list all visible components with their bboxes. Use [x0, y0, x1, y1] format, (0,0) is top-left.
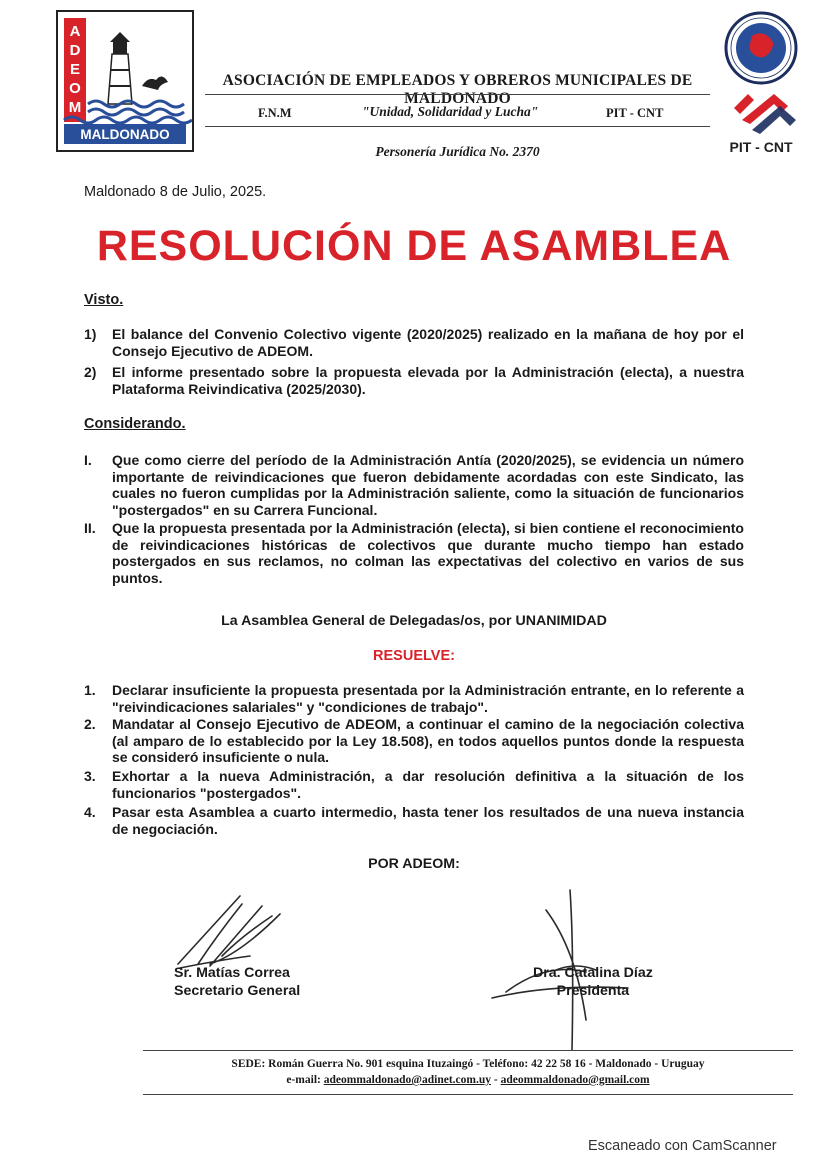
resuelve-heading: RESUELVE:	[373, 648, 455, 664]
header-divider-2	[205, 126, 710, 127]
camscanner-watermark: Escaneado con CamScanner	[588, 1138, 777, 1154]
svg-text:D: D	[69, 42, 81, 59]
item-text: El informe presentado sobre la propuesta elevada por la Administración (electa), a nuestra Plataforma Reivindicativa (2025/2030).	[112, 364, 744, 397]
item-text: Mandatar al Consejo Ejecutivo de ADEOM, a continuar el camino de la negociación colectiva (al amparo de lo establecido por la Ley 18.508), en todos aquellos puntos donde la respuesta se consideró insuficiente o nula.	[112, 716, 744, 765]
item-text: Que la propuesta presentada por la Administración (electa), si bien contiene el reconocimiento de reivindicaciones históricas de colectivos que durante mucho tiempo han estado postergados en sus reclamos, no colman las expectativas del colectivo en varios de sus puntos.	[112, 520, 744, 586]
considerando-heading: Considerando.	[84, 416, 186, 432]
footer-email	[143, 1074, 793, 1086]
svg-text:O: O	[69, 80, 81, 97]
svg-text:MALDONADO: MALDONADO	[80, 127, 170, 142]
signatory-role: Presidenta	[556, 983, 630, 999]
adeom-logo	[56, 10, 194, 152]
federation-pit-cnt-logo	[712, 10, 810, 160]
personeria-juridica: Personería Jurídica No. 2370	[375, 144, 540, 159]
footer-divider-2	[143, 1094, 793, 1095]
email-separator: -	[490, 1074, 501, 1086]
signatory-right	[533, 964, 653, 1000]
item-number: 2)	[84, 364, 97, 380]
visto-heading: Visto.	[84, 292, 124, 308]
header-divider	[205, 94, 710, 95]
resuelve-item	[84, 682, 744, 715]
document-title: RESOLUCIÓN DE ASAMBLEA	[96, 222, 732, 270]
item-number: 3.	[84, 768, 96, 784]
considerando-item	[84, 520, 744, 586]
organization-name: ASOCIACIÓN DE EMPLEADOS Y OBREROS MUNICIPALES DE MALDONADO	[222, 72, 693, 107]
footer-address: SEDE: Román Guerra No. 901 esquina Ituzaingó - Teléfono: 42 22 58 16 - Maldonado - Uruguay	[231, 1058, 705, 1070]
item-text: Declarar insuficiente la propuesta presentada por la Administración entrante, en lo referente a "reivindicaciones salariales" y "condiciones de trabajo".	[112, 682, 744, 715]
resuelve-item	[84, 716, 744, 766]
svg-text:E: E	[69, 61, 81, 78]
resuelve-item	[84, 768, 744, 801]
item-number: 1)	[84, 326, 97, 342]
visto-item	[84, 364, 744, 397]
email-link-gmail[interactable]: adeommaldonado@gmail.com	[500, 1074, 650, 1086]
item-number: I.	[84, 452, 92, 468]
email-label: e-mail:	[286, 1074, 321, 1086]
svg-text:M: M	[68, 99, 82, 116]
footer-divider	[143, 1050, 793, 1051]
signatory-role: Secretario General	[174, 983, 301, 999]
item-text: Que como cierre del período de la Administración Antía (2020/2025), se evidencia un número importante de reivindicaciones que fueron debidamente acordadas con este Sindicato, las cuales no fueron cumplidas por la Administración saliente, como la situación de funcionarios "postergados" en su Carrera Funcional.	[112, 452, 744, 518]
signature-left	[170, 886, 330, 976]
considerando-item	[84, 452, 744, 518]
item-text: Pasar esta Asamblea a cuarto intermedio, hasta tener los resultados de una nueva instancia de negociación.	[112, 804, 744, 837]
por-adeom-label: POR ADEOM:	[368, 856, 460, 872]
visto-item	[84, 326, 744, 359]
email-link-adinet[interactable]: adeommaldonado@adinet.com.uy	[323, 1074, 491, 1086]
item-text: Exhortar a la nueva Administración, a dar resolución definitiva a la situación de los funcionarios "postergados".	[112, 768, 744, 801]
asamblea-statement: La Asamblea General de Delegadas/os, por UNANIMIDAD	[221, 613, 607, 629]
pit-cnt-caption: PIT - CNT	[729, 139, 793, 155]
svg-text:A: A	[69, 23, 81, 40]
signatory-name: Dra. Catalina Díaz	[533, 965, 653, 981]
pit-cnt-label: PIT - CNT	[606, 106, 664, 120]
item-number: 4.	[84, 804, 96, 820]
signatory-left	[174, 964, 300, 1000]
resuelve-item	[84, 804, 744, 837]
item-number: 2.	[84, 716, 96, 732]
signatory-name: Sr. Matías Correa	[174, 965, 290, 981]
item-number: II.	[84, 520, 96, 536]
item-text: El balance del Convenio Colectivo vigente (2020/2025) realizado en la mañana de hoy por el Consejo Ejecutivo de ADEOM.	[112, 326, 744, 359]
document-date: Maldonado 8 de Julio, 2025.	[84, 184, 267, 200]
fnm-label: F.N.M	[258, 106, 292, 120]
item-number: 1.	[84, 682, 96, 698]
motto: "Unidad, Solidaridad y Lucha"	[362, 104, 539, 119]
